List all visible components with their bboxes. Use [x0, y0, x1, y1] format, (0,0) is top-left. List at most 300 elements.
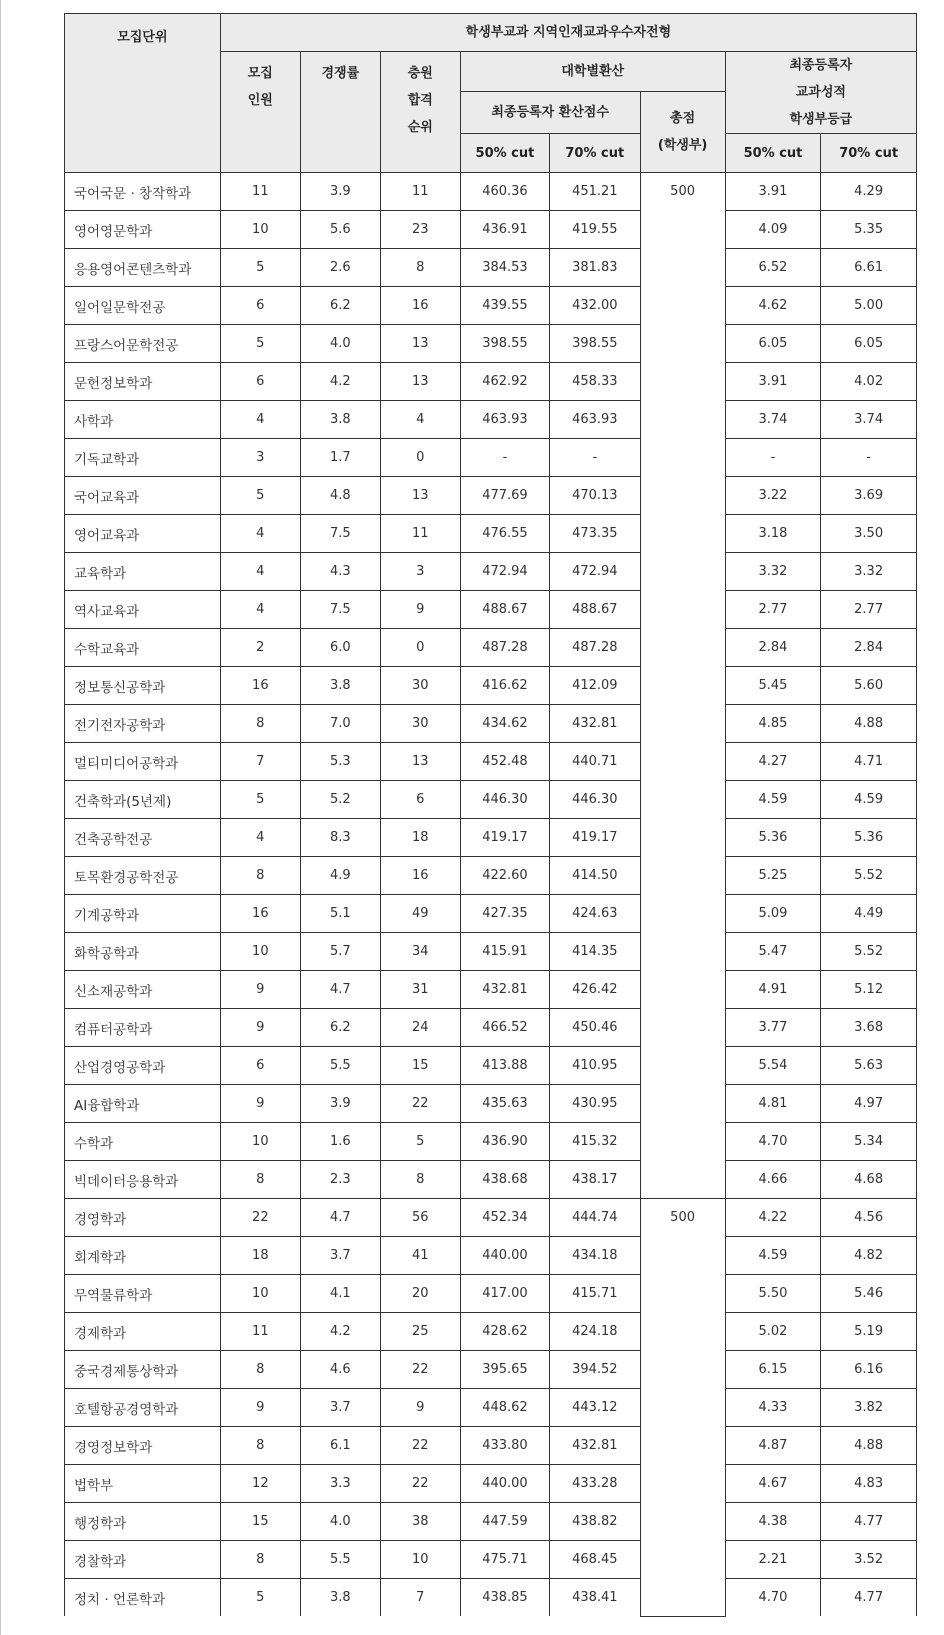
grade-70-cell: 5.60: [821, 667, 917, 705]
capacity-cell: 10: [220, 933, 300, 971]
dept-name-cell: 영어교육과: [65, 515, 221, 553]
dept-name-cell: 교육학과: [65, 553, 221, 591]
score-50-cell: 472.94: [460, 553, 549, 591]
grade-50-cell: 3.74: [725, 401, 821, 439]
competition-cell: 5.6: [300, 211, 380, 249]
dept-name-cell: 경찰학과: [65, 1541, 221, 1579]
score-50-cell: 436.90: [460, 1123, 549, 1161]
grade-50-cell: 4.38: [725, 1503, 821, 1541]
capacity-cell: 5: [220, 249, 300, 287]
score-50-cell: 415.91: [460, 933, 549, 971]
extra-rank-cell: 0: [380, 439, 460, 477]
score-70-cell: 468.45: [550, 1541, 640, 1579]
extra-rank-cell: 10: [380, 1541, 460, 1579]
score-50-cell: 427.35: [460, 895, 549, 933]
grade-50-cell: 2.21: [725, 1541, 821, 1579]
table-row: [65, 1047, 917, 1085]
dept-name-cell: 행정학과: [65, 1503, 221, 1541]
grade-70-cell: 4.88: [821, 1427, 917, 1465]
capacity-cell: 4: [220, 515, 300, 553]
competition-cell: 4.7: [300, 1199, 380, 1237]
header-final-score: 최종등록자 환산점수: [460, 92, 640, 134]
table-row: [65, 173, 917, 211]
competition-cell: 3.9: [300, 1085, 380, 1123]
score-70-cell: 432.81: [550, 705, 640, 743]
competition-cell: 5.1: [300, 895, 380, 933]
score-50-cell: 416.62: [460, 667, 549, 705]
grade-50-cell: 4.70: [725, 1579, 821, 1617]
grade-50-cell: 4.59: [725, 1237, 821, 1275]
score-50-cell: 432.81: [460, 971, 549, 1009]
score-70-cell: 487.28: [550, 629, 640, 667]
competition-cell: 4.9: [300, 857, 380, 895]
grade-70-cell: 4.59: [821, 781, 917, 819]
competition-cell: 4.2: [300, 363, 380, 401]
grade-70-cell: 5.00: [821, 287, 917, 325]
extra-rank-cell: 38: [380, 1503, 460, 1541]
grade-70-cell: 3.50: [821, 515, 917, 553]
score-50-cell: 417.00: [460, 1275, 549, 1313]
extra-rank-cell: 11: [380, 515, 460, 553]
score-70-cell: 394.52: [550, 1351, 640, 1389]
dept-name-cell: 문헌정보학과: [65, 363, 221, 401]
competition-cell: 7.5: [300, 515, 380, 553]
competition-cell: 6.2: [300, 1009, 380, 1047]
score-70-cell: 444.74: [550, 1199, 640, 1237]
score-50-cell: 488.67: [460, 591, 549, 629]
grade-70-cell: 5.36: [821, 819, 917, 857]
grade-50-cell: 4.81: [725, 1085, 821, 1123]
table-header: [65, 14, 917, 173]
capacity-cell: 4: [220, 591, 300, 629]
extra-rank-cell: 22: [380, 1465, 460, 1503]
extra-rank-cell: 20: [380, 1275, 460, 1313]
capacity-cell: 2: [220, 629, 300, 667]
score-50-cell: 419.17: [460, 819, 549, 857]
grade-50-cell: 4.09: [725, 211, 821, 249]
score-70-cell: 424.63: [550, 895, 640, 933]
score-50-cell: 433.80: [460, 1427, 549, 1465]
dept-name-cell: 컴퓨터공학과: [65, 1009, 221, 1047]
grade-70-cell: 3.32: [821, 553, 917, 591]
score-70-cell: 446.30: [550, 781, 640, 819]
table-row: [65, 1579, 917, 1617]
dept-name-cell: 경제학과: [65, 1313, 221, 1351]
score-70-cell: 414.50: [550, 857, 640, 895]
extra-rank-cell: 22: [380, 1085, 460, 1123]
score-70-cell: 433.28: [550, 1465, 640, 1503]
grade-50-cell: -: [725, 439, 821, 477]
table-row: [65, 591, 917, 629]
table-row: [65, 1237, 917, 1275]
capacity-cell: 5: [220, 781, 300, 819]
extra-rank-cell: 6: [380, 781, 460, 819]
capacity-cell: 9: [220, 971, 300, 1009]
grade-70-cell: 2.84: [821, 629, 917, 667]
competition-cell: 3.8: [300, 401, 380, 439]
grade-70-cell: 4.49: [821, 895, 917, 933]
grade-50-cell: 4.67: [725, 1465, 821, 1503]
table-row: [65, 553, 917, 591]
score-50-cell: -: [460, 439, 549, 477]
grade-70-cell: 5.46: [821, 1275, 917, 1313]
score-50-cell: 435.63: [460, 1085, 549, 1123]
competition-cell: 4.0: [300, 325, 380, 363]
table-row: [65, 1541, 917, 1579]
grade-50-cell: 5.02: [725, 1313, 821, 1351]
dept-name-cell: 신소재공학과: [65, 971, 221, 1009]
score-50-cell: 452.34: [460, 1199, 549, 1237]
capacity-cell: 16: [220, 895, 300, 933]
competition-cell: 5.2: [300, 781, 380, 819]
competition-cell: 6.0: [300, 629, 380, 667]
score-70-cell: 473.35: [550, 515, 640, 553]
score-70-cell: 450.46: [550, 1009, 640, 1047]
score-50-cell: 438.85: [460, 1579, 549, 1617]
extra-rank-cell: 9: [380, 591, 460, 629]
table-row: [65, 781, 917, 819]
score-50-cell: 460.36: [460, 173, 549, 211]
capacity-cell: 8: [220, 1541, 300, 1579]
header-unit: 모집단위: [65, 14, 221, 173]
score-70-cell: -: [550, 439, 640, 477]
dept-name-cell: 수학교육과: [65, 629, 221, 667]
score-50-cell: 452.48: [460, 743, 549, 781]
capacity-cell: 5: [220, 477, 300, 515]
grade-50-cell: 6.52: [725, 249, 821, 287]
competition-cell: 6.1: [300, 1427, 380, 1465]
extra-rank-cell: 9: [380, 1389, 460, 1427]
grade-70-cell: 4.88: [821, 705, 917, 743]
score-70-cell: 463.93: [550, 401, 640, 439]
extra-rank-cell: 41: [380, 1237, 460, 1275]
grade-70-cell: 4.71: [821, 743, 917, 781]
table-row: [65, 1009, 917, 1047]
score-70-cell: 434.18: [550, 1237, 640, 1275]
score-70-cell: 458.33: [550, 363, 640, 401]
grade-50-cell: 5.45: [725, 667, 821, 705]
table-row: [65, 515, 917, 553]
score-70-cell: 381.83: [550, 249, 640, 287]
grade-70-cell: 5.63: [821, 1047, 917, 1085]
grade-70-cell: 4.83: [821, 1465, 917, 1503]
competition-cell: 4.7: [300, 971, 380, 1009]
dept-name-cell: 경영학과: [65, 1199, 221, 1237]
score-70-cell: 410.95: [550, 1047, 640, 1085]
grade-50-cell: 5.50: [725, 1275, 821, 1313]
grade-70-cell: 4.56: [821, 1199, 917, 1237]
header-admission-type: 학생부교과 지역인재교과우수자전형: [220, 14, 916, 52]
grade-70-cell: 5.35: [821, 211, 917, 249]
capacity-cell: 7: [220, 743, 300, 781]
dept-name-cell: 빅데이터응용학과: [65, 1161, 221, 1199]
table-row: [65, 1389, 917, 1427]
score-50-cell: 434.62: [460, 705, 549, 743]
header-score-cut70: 70% cut: [550, 134, 640, 173]
competition-cell: 4.3: [300, 553, 380, 591]
dept-name-cell: 기계공학과: [65, 895, 221, 933]
extra-rank-cell: 13: [380, 477, 460, 515]
table-row: [65, 401, 917, 439]
dept-name-cell: 회계학과: [65, 1237, 221, 1275]
dept-name-cell: 무역물류학과: [65, 1275, 221, 1313]
grade-50-cell: 4.87: [725, 1427, 821, 1465]
grade-70-cell: 5.52: [821, 857, 917, 895]
competition-cell: 4.1: [300, 1275, 380, 1313]
competition-cell: 7.5: [300, 591, 380, 629]
competition-cell: 4.0: [300, 1503, 380, 1541]
table-row: [65, 819, 917, 857]
extra-rank-cell: 22: [380, 1427, 460, 1465]
capacity-cell: 10: [220, 211, 300, 249]
grade-50-cell: 3.22: [725, 477, 821, 515]
grade-50-cell: 4.70: [725, 1123, 821, 1161]
capacity-cell: 10: [220, 1275, 300, 1313]
header-univ-conversion: 대학별환산: [460, 52, 725, 92]
grade-50-cell: 4.59: [725, 781, 821, 819]
extra-rank-cell: 25: [380, 1313, 460, 1351]
score-50-cell: 422.60: [460, 857, 549, 895]
competition-cell: 1.6: [300, 1123, 380, 1161]
capacity-cell: 6: [220, 363, 300, 401]
score-50-cell: 446.30: [460, 781, 549, 819]
competition-cell: 3.9: [300, 173, 380, 211]
extra-rank-cell: 7: [380, 1579, 460, 1617]
total-points-cell: 500: [640, 1199, 725, 1617]
capacity-cell: 5: [220, 1579, 300, 1617]
score-50-cell: 487.28: [460, 629, 549, 667]
extra-rank-cell: 13: [380, 743, 460, 781]
dept-name-cell: 호텔항공경영학과: [65, 1389, 221, 1427]
extra-rank-cell: 49: [380, 895, 460, 933]
dept-name-cell: 프랑스어문학전공: [65, 325, 221, 363]
score-70-cell: 419.55: [550, 211, 640, 249]
dept-name-cell: 화학공학과: [65, 933, 221, 971]
table-row: [65, 1427, 917, 1465]
score-70-cell: 488.67: [550, 591, 640, 629]
table-row: [65, 1161, 917, 1199]
grade-70-cell: 3.74: [821, 401, 917, 439]
score-50-cell: 395.65: [460, 1351, 549, 1389]
score-70-cell: 472.94: [550, 553, 640, 591]
score-70-cell: 470.13: [550, 477, 640, 515]
total-points-cell: 500: [640, 173, 725, 1199]
dept-name-cell: 국어국문 · 창작학과: [65, 173, 221, 211]
grade-70-cell: 3.69: [821, 477, 917, 515]
extra-rank-cell: 15: [380, 1047, 460, 1085]
grade-70-cell: 4.02: [821, 363, 917, 401]
score-50-cell: 384.53: [460, 249, 549, 287]
table-row: [65, 1123, 917, 1161]
grade-70-cell: 3.82: [821, 1389, 917, 1427]
capacity-cell: 12: [220, 1465, 300, 1503]
extra-rank-cell: 8: [380, 1161, 460, 1199]
grade-70-cell: 3.68: [821, 1009, 917, 1047]
grade-70-cell: 4.29: [821, 173, 917, 211]
extra-rank-cell: 3: [380, 553, 460, 591]
table-body: [65, 173, 917, 1617]
dept-name-cell: 응용영어콘텐츠학과: [65, 249, 221, 287]
score-70-cell: 451.21: [550, 173, 640, 211]
competition-cell: 6.2: [300, 287, 380, 325]
header-competition: 경쟁률: [300, 52, 380, 173]
score-70-cell: 412.09: [550, 667, 640, 705]
header-extra-rank: 충원 합격 순위: [380, 52, 460, 173]
grade-50-cell: 4.91: [725, 971, 821, 1009]
competition-cell: 3.7: [300, 1389, 380, 1427]
table-row: [65, 439, 917, 477]
capacity-cell: 4: [220, 401, 300, 439]
score-50-cell: 466.52: [460, 1009, 549, 1047]
table-row: [65, 933, 917, 971]
extra-rank-cell: 30: [380, 667, 460, 705]
grade-50-cell: 5.36: [725, 819, 821, 857]
score-50-cell: 439.55: [460, 287, 549, 325]
extra-rank-cell: 30: [380, 705, 460, 743]
extra-rank-cell: 13: [380, 363, 460, 401]
capacity-cell: 22: [220, 1199, 300, 1237]
table-row: [65, 1199, 917, 1237]
score-70-cell: 415.71: [550, 1275, 640, 1313]
extra-rank-cell: 31: [380, 971, 460, 1009]
capacity-cell: 3: [220, 439, 300, 477]
score-70-cell: 438.82: [550, 1503, 640, 1541]
score-70-cell: 440.71: [550, 743, 640, 781]
score-50-cell: 440.00: [460, 1465, 549, 1503]
capacity-cell: 8: [220, 1351, 300, 1389]
extra-rank-cell: 16: [380, 857, 460, 895]
grade-70-cell: 5.34: [821, 1123, 917, 1161]
grade-70-cell: 6.05: [821, 325, 917, 363]
table-row: [65, 363, 917, 401]
grade-70-cell: 4.97: [821, 1085, 917, 1123]
table-row: [65, 1085, 917, 1123]
score-50-cell: 462.92: [460, 363, 549, 401]
grade-50-cell: 3.91: [725, 363, 821, 401]
grade-50-cell: 5.47: [725, 933, 821, 971]
competition-cell: 5.7: [300, 933, 380, 971]
grade-50-cell: 5.25: [725, 857, 821, 895]
capacity-cell: 9: [220, 1009, 300, 1047]
extra-rank-cell: 34: [380, 933, 460, 971]
table-row: [65, 211, 917, 249]
grade-70-cell: 3.52: [821, 1541, 917, 1579]
competition-cell: 3.8: [300, 1579, 380, 1617]
capacity-cell: 8: [220, 857, 300, 895]
dept-name-cell: 중국경제통상학과: [65, 1351, 221, 1389]
score-70-cell: 415.32: [550, 1123, 640, 1161]
score-50-cell: 398.55: [460, 325, 549, 363]
table-row: [65, 477, 917, 515]
grade-50-cell: 3.77: [725, 1009, 821, 1047]
capacity-cell: 5: [220, 325, 300, 363]
grade-70-cell: 4.77: [821, 1579, 917, 1617]
competition-cell: 1.7: [300, 439, 380, 477]
capacity-cell: 11: [220, 1313, 300, 1351]
grade-50-cell: 2.77: [725, 591, 821, 629]
table-row: [65, 705, 917, 743]
grade-50-cell: 2.84: [725, 629, 821, 667]
grade-50-cell: 4.62: [725, 287, 821, 325]
score-50-cell: 447.59: [460, 1503, 549, 1541]
score-50-cell: 476.55: [460, 515, 549, 553]
capacity-cell: 16: [220, 667, 300, 705]
grade-70-cell: 2.77: [821, 591, 917, 629]
grade-50-cell: 3.91: [725, 173, 821, 211]
dept-name-cell: 산업경영공학과: [65, 1047, 221, 1085]
table-row: [65, 895, 917, 933]
competition-cell: 4.2: [300, 1313, 380, 1351]
dept-name-cell: 기독교학과: [65, 439, 221, 477]
admission-results-table: [64, 13, 917, 1617]
competition-cell: 3.3: [300, 1465, 380, 1503]
dept-name-cell: 역사교육과: [65, 591, 221, 629]
competition-cell: 2.3: [300, 1161, 380, 1199]
grade-70-cell: 5.19: [821, 1313, 917, 1351]
page-left-border: [0, 0, 1, 1635]
capacity-cell: 15: [220, 1503, 300, 1541]
score-50-cell: 438.68: [460, 1161, 549, 1199]
score-70-cell: 424.18: [550, 1313, 640, 1351]
extra-rank-cell: 23: [380, 211, 460, 249]
competition-cell: 3.7: [300, 1237, 380, 1275]
dept-name-cell: 건축학과(5년제): [65, 781, 221, 819]
extra-rank-cell: 18: [380, 819, 460, 857]
grade-70-cell: 4.77: [821, 1503, 917, 1541]
capacity-cell: 18: [220, 1237, 300, 1275]
header-total: 총점 (학생부): [640, 92, 725, 173]
table-row: [65, 667, 917, 705]
table-row: [65, 629, 917, 667]
header-final-grade: 최종등록자 교과성적 학생부등급: [725, 52, 916, 134]
competition-cell: 4.6: [300, 1351, 380, 1389]
dept-name-cell: 법학부: [65, 1465, 221, 1503]
table-row: [65, 1351, 917, 1389]
dept-name-cell: 영어영문학과: [65, 211, 221, 249]
table-row: [65, 743, 917, 781]
grade-50-cell: 4.66: [725, 1161, 821, 1199]
competition-cell: 8.3: [300, 819, 380, 857]
dept-name-cell: 경영정보학과: [65, 1427, 221, 1465]
competition-cell: 5.5: [300, 1541, 380, 1579]
dept-name-cell: 정치 · 언론학과: [65, 1579, 221, 1617]
dept-name-cell: 사학과: [65, 401, 221, 439]
capacity-cell: 4: [220, 819, 300, 857]
score-70-cell: 438.41: [550, 1579, 640, 1617]
competition-cell: 5.5: [300, 1047, 380, 1085]
grade-70-cell: 4.82: [821, 1237, 917, 1275]
grade-50-cell: 3.32: [725, 553, 821, 591]
header-grade-cut70: 70% cut: [821, 134, 917, 173]
extra-rank-cell: 8: [380, 249, 460, 287]
capacity-cell: 10: [220, 1123, 300, 1161]
capacity-cell: 9: [220, 1389, 300, 1427]
grade-50-cell: 6.15: [725, 1351, 821, 1389]
table-row: [65, 1503, 917, 1541]
grade-50-cell: 6.05: [725, 325, 821, 363]
grade-50-cell: 5.54: [725, 1047, 821, 1085]
dept-name-cell: 국어교육과: [65, 477, 221, 515]
capacity-cell: 9: [220, 1085, 300, 1123]
grade-50-cell: 3.18: [725, 515, 821, 553]
header-capacity: 모집 인원: [220, 52, 300, 173]
capacity-cell: 8: [220, 705, 300, 743]
dept-name-cell: 수학과: [65, 1123, 221, 1161]
table-row: [65, 1275, 917, 1313]
score-50-cell: 428.62: [460, 1313, 549, 1351]
header-score-cut50: 50% cut: [460, 134, 549, 173]
dept-name-cell: 건축공학전공: [65, 819, 221, 857]
